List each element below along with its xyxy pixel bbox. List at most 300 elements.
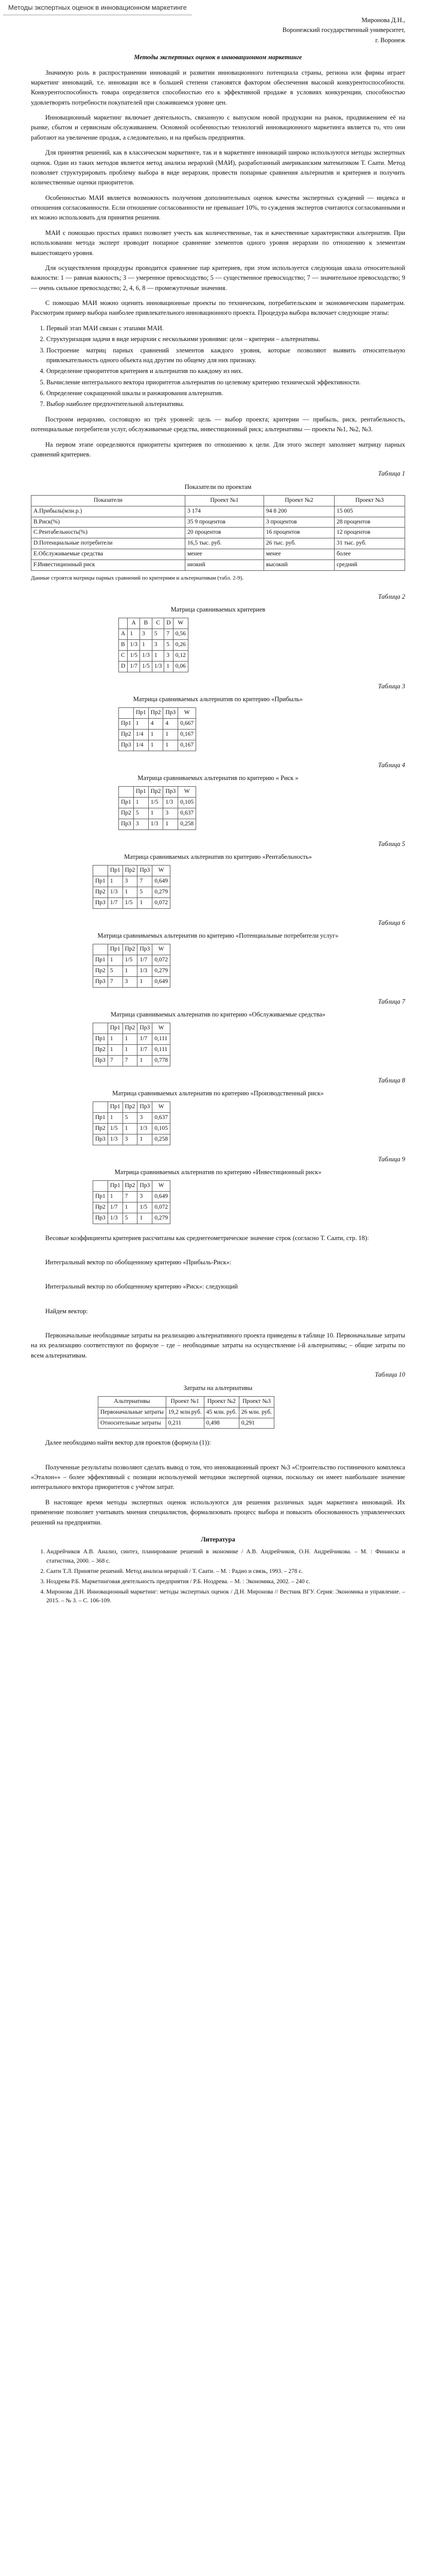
table-cell: 1	[163, 819, 178, 829]
table-row	[31, 517, 405, 528]
table-cell: 1	[123, 887, 137, 897]
table-cell: 0,072	[152, 1202, 170, 1213]
reference-item: 1. Андрейчиков А.В. Анализ, синтез, планирование решений в экономике / А.В. Андрейчиков, О.Н. Андрейчикова. – М. : Финансы и статистика, 2000. – 368 с.	[46, 1548, 405, 1566]
paragraph-integral-2: Интегральный вектор по обобщенному критерию «Риск»: следующий	[45, 1283, 238, 1291]
table-header: W	[152, 1102, 170, 1113]
paragraph-4: Особенностью МАИ является возможность получения дополнительных оценок качества экспертных суждений — индекса и отношения согласованности. Если отношение согласованности не превышает 10%, то суждения экспертов считаются согласованными и их можно использовать для принятия решения.	[31, 194, 405, 222]
step-item: 1. Первый этап МАИ связан с этапами МАИ.	[46, 324, 405, 333]
table-cell: 15 005	[334, 506, 405, 517]
table-row	[93, 976, 170, 987]
table-cell: 1/7	[128, 661, 140, 672]
table-cell: 1	[163, 740, 178, 751]
table-1-caption: Показатели по проектам	[184, 483, 252, 490]
table-cell: 0,637	[178, 808, 196, 819]
table-header: Пр2	[148, 787, 163, 798]
table-header: Пр3	[137, 1023, 152, 1034]
table-5-caption: Матрица сравниваемых альтернатив по критерию «Рентабельность»	[124, 853, 312, 860]
table-cell: менее	[185, 549, 264, 560]
paragraph-criteria: На первом этапе определяются приоритеты критериев по отношению к цели. Для этого эксперт заполняет матрицу парных сравнений критериев.	[31, 440, 405, 458]
table-cell: 28 процентов	[334, 517, 405, 528]
table-cell: 1/7	[137, 955, 152, 966]
table-cell: 1	[108, 1044, 123, 1055]
table-8-label: Таблица 8	[378, 1076, 405, 1084]
table-cell: 3 процентов	[264, 517, 334, 528]
table-header: Пр1	[108, 944, 123, 955]
table-3-label: Таблица 3	[378, 682, 405, 690]
table-cell: высокий	[264, 560, 334, 570]
table-row	[119, 729, 196, 740]
paragraph-find-vector-projects: Далее необходимо найти вектор для проектов (формула (1)):	[45, 1439, 211, 1447]
table-header: W	[173, 618, 188, 629]
paragraph-6: Для осуществления процедуры проводится сравнение пар критериев, при этом используется следующая шкала относительной важности: 1 — равная важность; 3 — умеренное превосходство; 5 — существенное превосходство; 7 — значительное превосходство; 9 — очень сильное превосходство; 2, 4, 6, 8 — промежуточные значения.	[31, 264, 405, 292]
table-header: Пр3	[137, 1181, 152, 1192]
paragraph-1: Значимую роль в распространении инноваций и развитии инновационного потенциала страны, региона или фирмы играет маркетинг инноваций, т.е. инновации все в большей степени становятся фактором обеспечения высокой конкурентоспособности. Конкурентоспособность товара определяется способностью его к эффективной продаже в условиях конкуренции, способностью удовлетворять потребности покупателей при сложившемся уровне цен.	[31, 69, 405, 106]
table-cell: 1	[123, 1034, 137, 1045]
table-cell: 1/3	[163, 798, 178, 808]
table-cell: 1	[128, 629, 140, 640]
paragraph-costs: Первоначальные необходимые затраты на реализацию альтернативного проекта приведены в таблице 10. Первоначальные затраты на их реализацию соответствуют по формуле – где – необходимые затраты на осуществление i-й альтернативы; – общие затраты по всем альтернативам.	[31, 1332, 405, 1359]
table-header: C	[152, 618, 164, 629]
table-header	[93, 1181, 108, 1192]
paragraph-find-vector: Найдем вектор:	[45, 1307, 88, 1315]
table-cell: 7	[108, 976, 123, 987]
table-header	[93, 1023, 108, 1034]
table-header: Проект №2	[264, 496, 334, 506]
table-cell: 0,637	[152, 1113, 170, 1124]
table-cell: средний	[334, 560, 405, 570]
table-cell: 0,279	[152, 887, 170, 897]
paragraph-7: С помощью МАИ можно оценить инновационные проекты по техническим, потребительским и экономическим параметрам. Рассмотрим пример выбора наиболее привлекательного инновационного проекта. Процедура выбора включает следующие этапы:	[31, 299, 405, 317]
table-cell: 1	[137, 897, 152, 908]
table-1-label: Таблица 1	[378, 470, 405, 478]
table-cell: 1/3	[108, 887, 123, 897]
table-cell: 1/3	[108, 1134, 123, 1145]
paragraph-5: МАИ с помощью простых правил позволяет учесть как количественные, так и качественные характеристики альтернатив. При использовании метода эксперт проводит попарное сравнение элементов одного уровня иерархии по отношению к элементам вышестоящего уровня.	[31, 229, 405, 257]
table-cell: 7	[123, 1055, 137, 1066]
table-2-label: Таблица 2	[378, 592, 405, 600]
table-cell: Пр3	[93, 1213, 108, 1224]
table-cell: 0,778	[152, 1055, 170, 1066]
table-row	[93, 1134, 170, 1145]
table-row	[93, 1123, 170, 1134]
table-cell: Первоначальные затраты	[98, 1407, 166, 1418]
table-10-label: Таблица 10	[375, 1371, 405, 1379]
table-row	[98, 1407, 274, 1418]
table-row	[31, 549, 405, 560]
table-cell: 0,12	[173, 650, 188, 661]
table-cell: 7	[108, 1055, 123, 1066]
table-row	[119, 819, 196, 829]
table-row	[93, 1055, 170, 1066]
table-cell: Пр1	[93, 1034, 108, 1045]
table-cell: 1	[148, 808, 163, 819]
table-3	[118, 707, 196, 751]
table-header: Пр1	[108, 1023, 123, 1034]
table-cell: 1	[108, 1113, 123, 1124]
table-row	[119, 661, 188, 672]
reference-item: 3. Ноздрева Р.Б. Маркетинговая деятельность предприятия / Р.Б. Ноздрева. – М. : Экономика, 2002. – 240 с.	[46, 1578, 405, 1587]
table-header: W	[152, 1023, 170, 1034]
table-cell: 1	[137, 1134, 152, 1145]
table-cell: 0,06	[173, 661, 188, 672]
step-item: 4. Определение приоритетов критериев и альтернатив по каждому из них.	[46, 366, 405, 376]
table-header: Проект №1	[166, 1396, 204, 1407]
table-2-caption: Матрица сравниваемых критериев	[170, 606, 266, 614]
table-cell: 0,167	[178, 729, 196, 740]
table-row	[119, 798, 196, 808]
table-cell: 0,56	[173, 629, 188, 640]
table-row	[31, 560, 405, 570]
table-cell: 1/5	[123, 897, 137, 908]
table-cell: 0,26	[173, 640, 188, 651]
table-cell: 0,111	[152, 1034, 170, 1045]
table-cell: 5	[137, 887, 152, 897]
table-10	[98, 1396, 274, 1429]
table-cell: 5	[133, 808, 148, 819]
table-cell: 1/4	[133, 740, 148, 751]
table-cell: 19,2 млн.руб.	[166, 1407, 204, 1418]
table-cell: 1	[123, 965, 137, 976]
table-8-caption: Матрица сравниваемых альтернатив по критерию «Производственный риск»	[112, 1089, 324, 1097]
table-6	[93, 944, 170, 987]
table-cell: 1	[133, 798, 148, 808]
table-header: Пр3	[137, 944, 152, 955]
table-cell: 0,105	[178, 798, 196, 808]
table-cell: Пр2	[119, 808, 134, 819]
step-item: 6. Определение сокращенной шкалы и ранжирования альтернатив.	[46, 388, 405, 398]
table-cell: 4	[148, 719, 163, 730]
table-cell: низкий	[185, 560, 264, 570]
table-cell: 1	[148, 729, 163, 740]
paragraph-3: Для принятия решений, как в классическом маркетинге, так и в маркетинге инноваций широко используются методы экспертных оценок. Один из таких методов является метод анализа иерархий (МАИ), разработанный американским математиком Т. Саати. Метод позволяет структурировать проблему выбора в виде иерархии, провести попарные сравнения альтернатив и критериев и получить количественные оценки приоритетов.	[31, 149, 405, 187]
table-cell: 0,167	[178, 740, 196, 751]
table-row	[93, 1044, 170, 1055]
table-cell: 7	[137, 876, 152, 887]
table-cell: 3	[137, 1192, 152, 1202]
table-cell: 0,279	[152, 1213, 170, 1224]
table-cell: 5	[152, 629, 164, 640]
table-row	[93, 955, 170, 966]
table-row	[98, 1418, 274, 1429]
article-title: Методы экспертных оценок в инновационном маркетинге	[134, 54, 302, 61]
table-cell: Пр3	[119, 740, 134, 751]
table-cell: 1	[123, 1044, 137, 1055]
table-row	[93, 1192, 170, 1202]
table-cell: 1/5	[128, 650, 140, 661]
table-7	[93, 1023, 170, 1066]
table-header: Пр3	[163, 708, 178, 719]
table-cell: 0,649	[152, 976, 170, 987]
table-header: Пр1	[133, 787, 148, 798]
table-header	[119, 708, 134, 719]
table-header: Проект №2	[204, 1396, 239, 1407]
table-cell: Пр1	[119, 719, 134, 730]
table-cell: 3	[152, 640, 164, 651]
reference-item: 2. Саати Т.Л. Принятие решений. Метод анализа иерархий / Т. Саати. – М. : Радио и связь, 1993. – 278 с.	[46, 1567, 405, 1577]
paragraph-integral-1: Интегральный вектор по обобщенному критерию «Прибыль-Риск»:	[45, 1258, 232, 1266]
table-header: Пр1	[108, 1181, 123, 1192]
table-3-caption: Матрица сравниваемых альтернатив по критерию «Прибыль»	[133, 695, 303, 703]
table-cell: 1	[140, 640, 152, 651]
table-row	[93, 965, 170, 976]
table-9-label: Таблица 9	[378, 1155, 405, 1163]
table-cell: 1/3	[152, 661, 164, 672]
table-header: A	[128, 618, 140, 629]
table-header	[93, 866, 108, 876]
table-cell: Пр1	[119, 798, 134, 808]
table-cell: 1	[108, 955, 123, 966]
table-cell: 1	[137, 1213, 152, 1224]
table-cell: 1	[152, 650, 164, 661]
table-row	[93, 1202, 170, 1213]
table-cell: E.Обслуживаемые средства	[31, 549, 185, 560]
table-4	[118, 786, 196, 829]
table-cell: 1/7	[137, 1034, 152, 1045]
table-cell: 1	[148, 740, 163, 751]
table-header: Пр1	[133, 708, 148, 719]
table-cell: Пр2	[93, 1123, 108, 1134]
table-cell: 0,111	[152, 1044, 170, 1055]
step-item: 2. Структуризация задачи в виде иерархии с несколькими уровнями: цели – критерии – альтернативы.	[46, 334, 405, 344]
table-header: Пр2	[123, 866, 137, 876]
table-cell: 16,5 тыс. руб.	[185, 538, 264, 549]
table-5	[93, 865, 170, 908]
table-cell: 0,105	[152, 1123, 170, 1134]
table-row	[119, 808, 196, 819]
table-header: Показатели	[31, 496, 185, 506]
table-cell: Пр1	[93, 876, 108, 887]
table-4-label: Таблица 4	[378, 761, 405, 769]
table-cell: 1/7	[137, 1044, 152, 1055]
table-row	[93, 897, 170, 908]
table-2	[118, 618, 188, 672]
table-row	[119, 629, 188, 640]
table-cell: 1/3	[148, 819, 163, 829]
table-cell: 1/7	[108, 1202, 123, 1213]
table-cell: Пр1	[93, 1113, 108, 1124]
table-cell: 1	[164, 661, 173, 672]
table-header: D	[164, 618, 173, 629]
table-row	[31, 528, 405, 538]
table-cell: 1	[137, 1055, 152, 1066]
table-header: Проект №3	[334, 496, 405, 506]
table-cell: 3	[164, 650, 173, 661]
table-cell: 12 процентов	[334, 528, 405, 538]
table-7-label: Таблица 7	[378, 997, 405, 1005]
step-item: 3. Построение матриц парных сравнений элементов каждого уровня, которые позволяют выявить относительную привлекательность одного объекта над другим по общему для них признаку.	[46, 346, 405, 366]
table-cell: А.Прибыль(млн.р.)	[31, 506, 185, 517]
table-cell: 5	[123, 1113, 137, 1124]
table-cell: Пр1	[93, 955, 108, 966]
table-cell: 3	[140, 629, 152, 640]
table-cell: 0,279	[152, 965, 170, 976]
table-cell: Пр2	[93, 887, 108, 897]
affiliation: Воронежский государственный университет,	[282, 26, 405, 34]
table-row	[119, 650, 188, 661]
table-row	[119, 719, 196, 730]
table-cell: 1/7	[108, 897, 123, 908]
table-header	[93, 1102, 108, 1113]
city: г. Воронеж	[375, 36, 405, 44]
table-cell: Пр3	[93, 1134, 108, 1145]
table-cell: 1/5	[137, 1202, 152, 1213]
table-cell: 1	[108, 1192, 123, 1202]
table-cell: 7	[123, 1192, 137, 1202]
table-5-label: Таблица 5	[378, 840, 405, 848]
references-list	[31, 1548, 405, 1606]
step-item: 7. Выбор наиболее предпочтительной альтернативы.	[46, 399, 405, 409]
table-cell: 3	[163, 808, 178, 819]
table-header: Пр2	[148, 708, 163, 719]
table-cell: 45 млн. руб.	[204, 1407, 239, 1418]
table-cell: более	[334, 549, 405, 560]
table-cell: 4	[163, 719, 178, 730]
reference-item: 4. Миронова Д.Н. Инновационный маркетинг: методы экспертных оценок / Д.Н. Миронова // Вестник ВГУ. Серия: Экономика и управление. – 2015. – № 3. – С. 106-109.	[46, 1588, 405, 1606]
table-cell: 1/5	[140, 661, 152, 672]
table-6-label: Таблица 6	[378, 919, 405, 926]
table-cell: 1/4	[133, 729, 148, 740]
table-cell: D	[119, 661, 128, 672]
table-header: Альтернативы	[98, 1396, 166, 1407]
table-cell: F.Инвестиционный риск	[31, 560, 185, 570]
table-note: Данные строятся матрицы парных сравнений по критериям и альтернативам (табл. 2-9).	[31, 574, 244, 581]
table-cell: Пр3	[93, 897, 108, 908]
table-cell: 1	[123, 1202, 137, 1213]
table-row	[93, 876, 170, 887]
table-header: W	[152, 866, 170, 876]
table-cell: 0,211	[166, 1418, 204, 1429]
paragraph-conclusion-1: Полученные результаты позволяют сделать вывод о том, что инновационный проект №3 «Строительство гостиничного комплекса «Эталон»» – более эффективный с позиции используемой методики экспертной оценки, поскольку он имеет наибольшее значение интегрального вектора приоритетов с учётом затрат.	[31, 1463, 405, 1491]
table-cell: A	[119, 629, 128, 640]
table-cell: 1/3	[137, 1123, 152, 1134]
paragraph-weights: Весовые коэффициенты критериев рассчитаны как среднегеометрическое значение строк (согласно Т. Саати, стр. 18):	[45, 1234, 369, 1242]
table-header: Пр2	[123, 1181, 137, 1192]
table-header	[119, 618, 128, 629]
table-row	[93, 1213, 170, 1224]
table-cell: 26 млн. руб.	[239, 1407, 274, 1418]
steps-list	[31, 324, 405, 410]
table-row	[93, 1034, 170, 1045]
step-item: 5. Вычисление интегрального вектора приоритетов альтернатив по целевому критерию технической эффективности.	[46, 378, 405, 387]
table-row	[93, 1113, 170, 1124]
table-cell: 0,072	[152, 897, 170, 908]
table-header: Проект №1	[185, 496, 264, 506]
table-row	[93, 887, 170, 897]
table-cell: менее	[264, 549, 334, 560]
table-9	[93, 1180, 170, 1224]
table-cell: 3	[133, 819, 148, 829]
table-cell: Пр3	[93, 1055, 108, 1066]
table-cell: 20 процентов	[185, 528, 264, 538]
table-cell: 5	[164, 640, 173, 651]
table-header: Пр1	[108, 1102, 123, 1113]
table-9-caption: Матрица сравниваемых альтернатив по критерию «Инвестиционный риск»	[114, 1168, 322, 1176]
table-header: Пр3	[137, 866, 152, 876]
table-cell: Пр2	[93, 1202, 108, 1213]
table-header	[119, 787, 134, 798]
table-row	[31, 538, 405, 549]
table-cell: D.Потенциальные потребители	[31, 538, 185, 549]
table-cell: 26 тыс. руб.	[264, 538, 334, 549]
table-header: Пр2	[123, 1102, 137, 1113]
table-cell: 0,649	[152, 876, 170, 887]
table-header: Пр3	[137, 1102, 152, 1113]
table-header	[93, 944, 108, 955]
table-cell: 1	[133, 719, 148, 730]
table-row	[119, 740, 196, 751]
author: Миронова Д.Н.,	[361, 16, 405, 24]
table-cell: Пр3	[119, 819, 134, 829]
table-cell: 5	[108, 965, 123, 976]
table-header: Пр3	[163, 787, 178, 798]
table-header: Пр2	[123, 944, 137, 955]
table-cell: 16 процентов	[264, 528, 334, 538]
table-cell: B	[119, 640, 128, 651]
table-cell: 94 8 200	[264, 506, 334, 517]
browser-tab[interactable]: Методы экспертных оценок в инновационном маркетинге	[3, 1, 192, 15]
table-cell: 1/3	[137, 965, 152, 976]
table-cell: Пр2	[93, 965, 108, 976]
table-cell: 0,649	[152, 1192, 170, 1202]
table-cell: Пр2	[119, 729, 134, 740]
table-cell: 7	[164, 629, 173, 640]
table-cell: 3	[123, 1134, 137, 1145]
table-header: W	[152, 944, 170, 955]
table-header: B	[140, 618, 152, 629]
table-header: W	[178, 708, 196, 719]
paragraph-pair: Построим иерархию, состоящую из трёх уровней: цель — выбор проекта; критерии — прибыль, риск, рентабельность, потенциальные потребители услуг, обслуживаемые средства, инвестиционный риск; альтернативы — проекты №1, №2, №3.	[31, 415, 405, 433]
table-cell: C	[119, 650, 128, 661]
table-cell: 0,291	[239, 1418, 274, 1429]
table-6-caption: Матрица сравниваемых альтернатив по критерию «Потенциальные потребители услуг»	[97, 931, 339, 939]
table-cell: 3	[137, 1113, 152, 1124]
table-cell: 1	[123, 1123, 137, 1134]
table-cell: 1/3	[108, 1213, 123, 1224]
table-4-caption: Матрица сравниваемых альтернатив по критерию « Риск »	[137, 774, 299, 782]
table-header: Пр1	[108, 866, 123, 876]
table-cell: 1	[108, 1034, 123, 1045]
table-cell: 35 9 процентов	[185, 517, 264, 528]
table-cell: 1/3	[128, 640, 140, 651]
table-header: Пр2	[123, 1023, 137, 1034]
table-cell: 1/5	[148, 798, 163, 808]
table-header: Проект №3	[239, 1396, 274, 1407]
table-cell: 0,072	[152, 955, 170, 966]
table-cell: Пр3	[93, 976, 108, 987]
table-cell: Пр1	[93, 1192, 108, 1202]
table-cell: 0,498	[204, 1418, 239, 1429]
table-1	[31, 495, 405, 571]
table-cell: 5	[123, 1213, 137, 1224]
table-cell: 0,258	[152, 1134, 170, 1145]
table-cell: 1	[137, 976, 152, 987]
table-header: W	[178, 787, 196, 798]
table-cell: В.Риск(%)	[31, 517, 185, 528]
table-7-caption: Матрица сравниваемых альтернатив по критерию «Обслуживаемые средства»	[110, 1010, 326, 1018]
table-cell: 31 тыс. руб.	[334, 538, 405, 549]
table-cell: 1/5	[123, 955, 137, 966]
references-heading: Литература	[201, 1535, 235, 1543]
table-cell: С.Рентабельность(%)	[31, 528, 185, 538]
table-cell: 3 174	[185, 506, 264, 517]
table-cell: 1/5	[108, 1123, 123, 1134]
table-cell: 1	[108, 876, 123, 887]
table-cell: 3	[123, 976, 137, 987]
table-10-caption: Затраты на альтернативы	[183, 1384, 253, 1392]
table-row	[31, 506, 405, 517]
paragraph-2: Инновационный маркетинг включает деятельность, связанную с выпуском новой продукции на рынок, продвижением её на рынке, сбытом и сервисным обслуживанием. Основной особенностью технологий инновационного маркетинга является то, что они работают на увеличение продаж, а следовательно, и на прибыль предприятия.	[31, 114, 405, 141]
table-cell: 1	[163, 729, 178, 740]
